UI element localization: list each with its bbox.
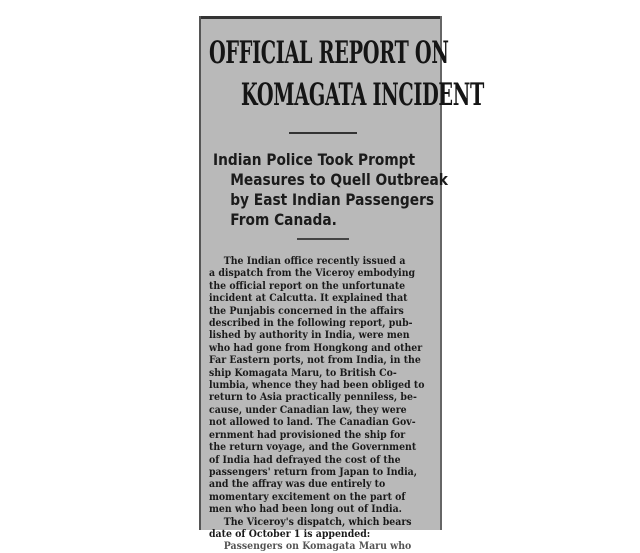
headline-line-2: KOMAGATA INCIDENT: [241, 77, 485, 113]
subhead-divider: [297, 238, 349, 240]
headline-line-1: OFFICIAL REPORT ON: [209, 35, 449, 71]
body-line: incident at Calcutta. It explained that: [209, 292, 408, 305]
body-line: Far Eastern ports, not from India, in the: [209, 354, 421, 367]
body-line: momentary excitement on the part of: [209, 490, 406, 503]
body-line: not allowed to land. The Canadian Gov-: [209, 416, 416, 429]
top-rule: [201, 16, 440, 19]
body-line: cause, under Canadian law, they were: [209, 403, 407, 416]
body-line: the official report on the unfortunate: [209, 279, 406, 292]
body-line: The Viceroy's dispatch, which bears: [223, 515, 412, 528]
subhead-line: Measures to Quell Outbreak: [230, 170, 448, 189]
body-line: and the affray was due entirely to: [209, 478, 386, 491]
subhead-line: by East Indian Passengers: [230, 190, 435, 209]
body-line: lished by authority in India, were men: [209, 329, 410, 342]
body-line: described in the following report, pub-: [209, 317, 413, 330]
newspaper-clipping: [199, 16, 485, 553]
body-line: The Indian office recently issued a: [223, 255, 406, 267]
body-line: ernment had provisioned the ship for: [209, 428, 406, 441]
body-line: the Punjabis concerned in the affairs: [209, 304, 404, 317]
body-line: date of October 1 is appended:: [209, 527, 371, 540]
body-line: lumbia, whence they had been obliged to: [209, 379, 425, 392]
headline-divider: [289, 132, 357, 134]
body-line: who had gone from Hongkong and other: [209, 341, 423, 354]
subhead-line: Indian Police Took Prompt: [213, 150, 416, 169]
subheadline: [213, 150, 448, 230]
body-line: return to Asia practically penniless, be-: [209, 391, 417, 404]
body-line: of India had defrayed the cost of the: [209, 453, 401, 466]
subhead-line: From Canada.: [230, 210, 337, 229]
body-line: men who had been long out of India.: [209, 503, 402, 516]
body-line: ship Komagata Maru, to British Co-: [209, 366, 397, 379]
body-line: the return voyage, and the Government: [209, 441, 417, 454]
body-line: a dispatch from the Viceroy embodying: [209, 267, 416, 280]
article-body: [209, 255, 435, 553]
body-line: passengers' return from Japan to India,: [209, 465, 417, 478]
body-line: Passengers on Komagata Maru who: [223, 540, 412, 553]
